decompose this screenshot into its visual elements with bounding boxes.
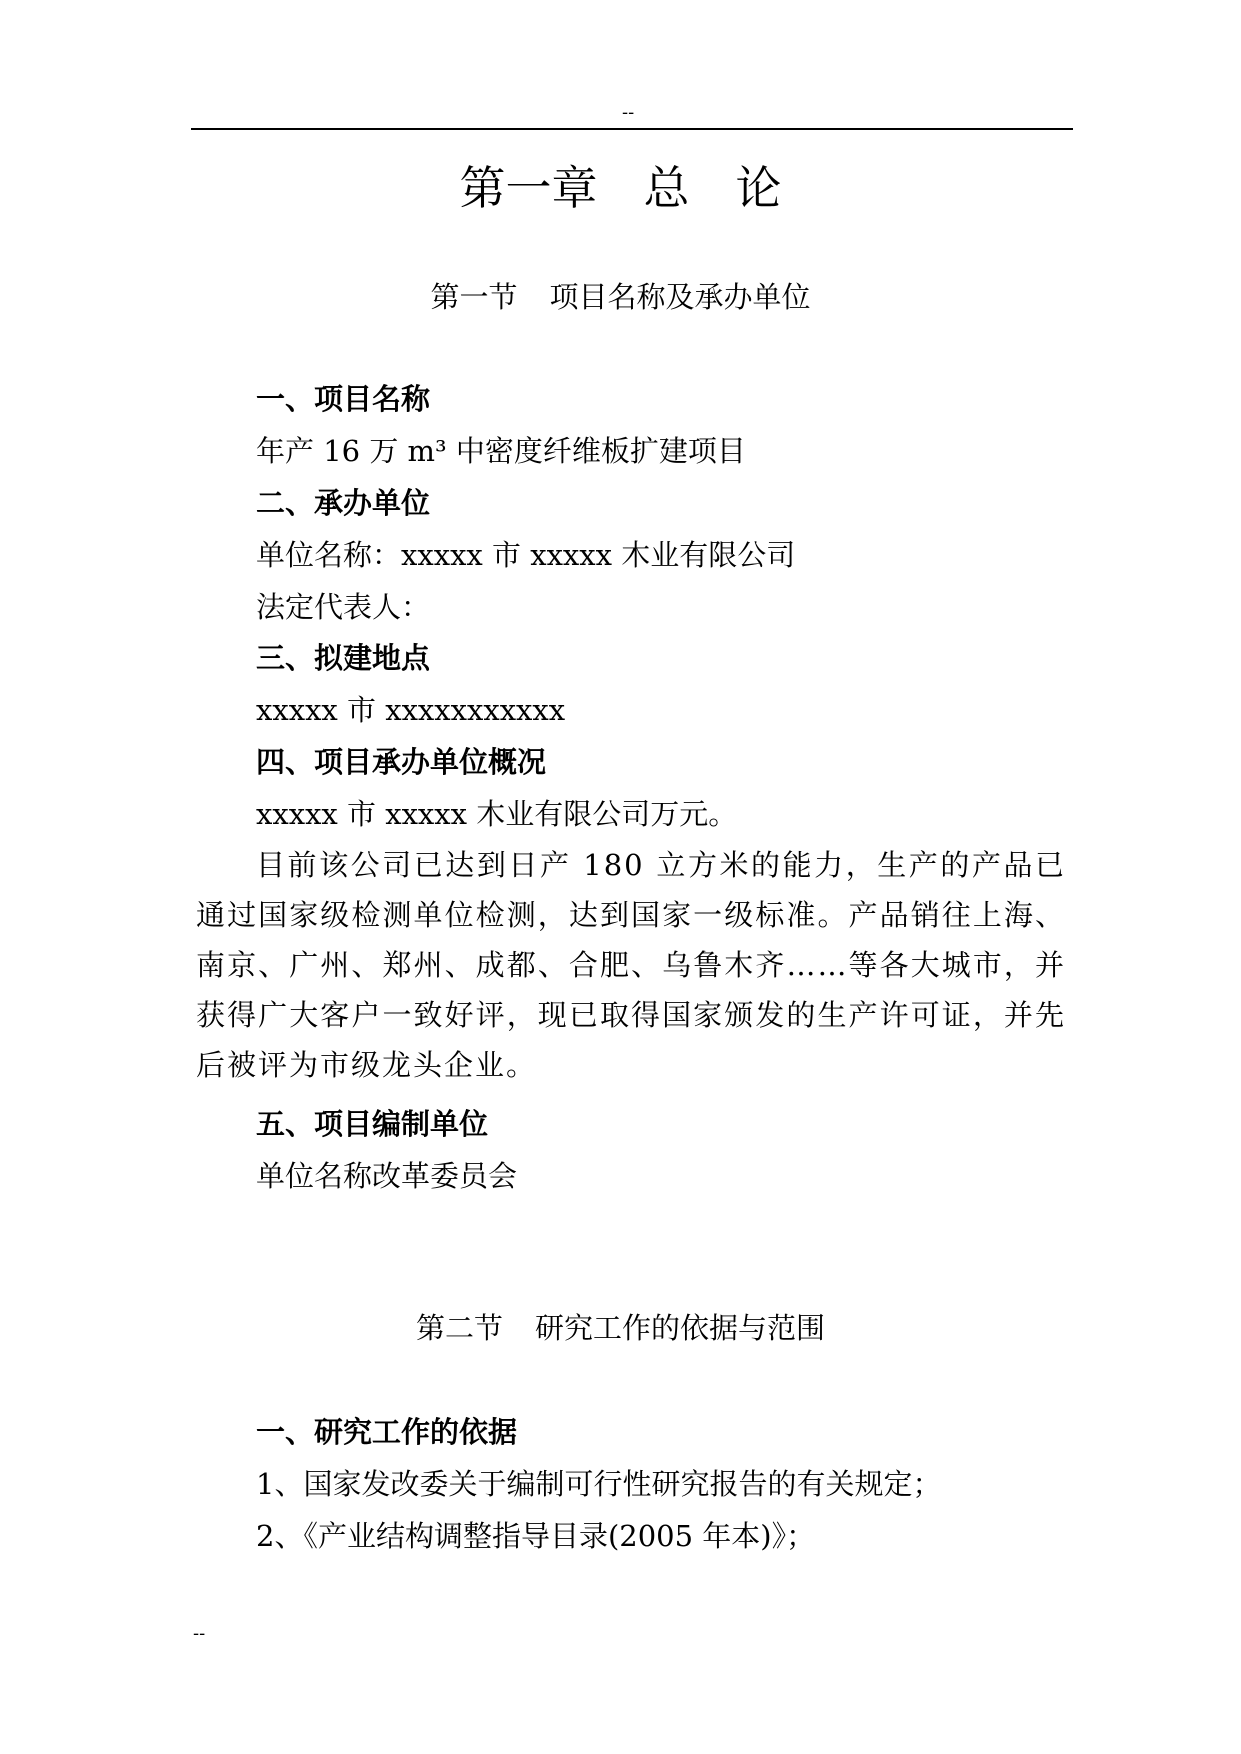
- legal-rep-text: 法定代表人：: [256, 590, 431, 624]
- section1-label: 第一节: [430, 280, 518, 314]
- basis-item-1: 1、国家发改委关于编制可行性研究报告的有关规定；: [256, 1467, 942, 1501]
- section1-title: 项目名称及承办单位: [549, 280, 811, 314]
- heading-basis: 一、研究工作的依据: [256, 1415, 518, 1449]
- section2-heading: [0, 1308, 1241, 1348]
- heading-organizer: 二、承办单位: [256, 486, 431, 520]
- heading-compiler: 五、项目编制单位: [256, 1107, 489, 1141]
- footer-mark: --: [193, 1623, 206, 1644]
- section1-heading: [0, 277, 1241, 317]
- chapter-title-word1: 总: [643, 161, 690, 215]
- heading-location: 三、拟建地点: [256, 641, 431, 675]
- overview-line: xxxxx 市 xxxxx 木业有限公司万元。: [256, 797, 738, 831]
- location-text: xxxxx 市 xxxxxxxxxxx: [256, 693, 566, 727]
- header-mark: --: [622, 102, 635, 123]
- section2-title: 研究工作的依据与范围: [535, 1311, 826, 1345]
- chapter-title-word2: 论: [735, 161, 782, 215]
- basis-item-2: 2、《产业结构调整指导目录(2005 年本)》；: [256, 1519, 816, 1553]
- chapter-title-number: 第一章: [459, 161, 598, 215]
- heading-overview: 四、项目承办单位概况: [256, 745, 547, 779]
- chapter-title: [0, 160, 1241, 216]
- section2-label: 第二节: [415, 1311, 503, 1345]
- compiler-text: 单位名称改革委员会: [256, 1159, 518, 1193]
- unit-name-text: 单位名称：xxxxx 市 xxxxx 木业有限公司: [256, 538, 796, 572]
- header-rule: [191, 128, 1073, 130]
- heading-project-name: 一、项目名称: [256, 382, 431, 416]
- overview-paragraph: 目前该公司已达到日产 180 立方米的能力，生产的产品已通过国家级检测单位检测，达到国家一级标准。产品销往上海、南京、广州、郑州、成都、合肥、乌鲁木齐……等各大城市，并获得广大客户一致好评，现已取得国家颁发的生产许可证，并先后被评为市级龙头企业。: [196, 848, 1066, 1082]
- project-name-text: 年产 16 万 m³ 中密度纤维板扩建项目: [256, 434, 746, 468]
